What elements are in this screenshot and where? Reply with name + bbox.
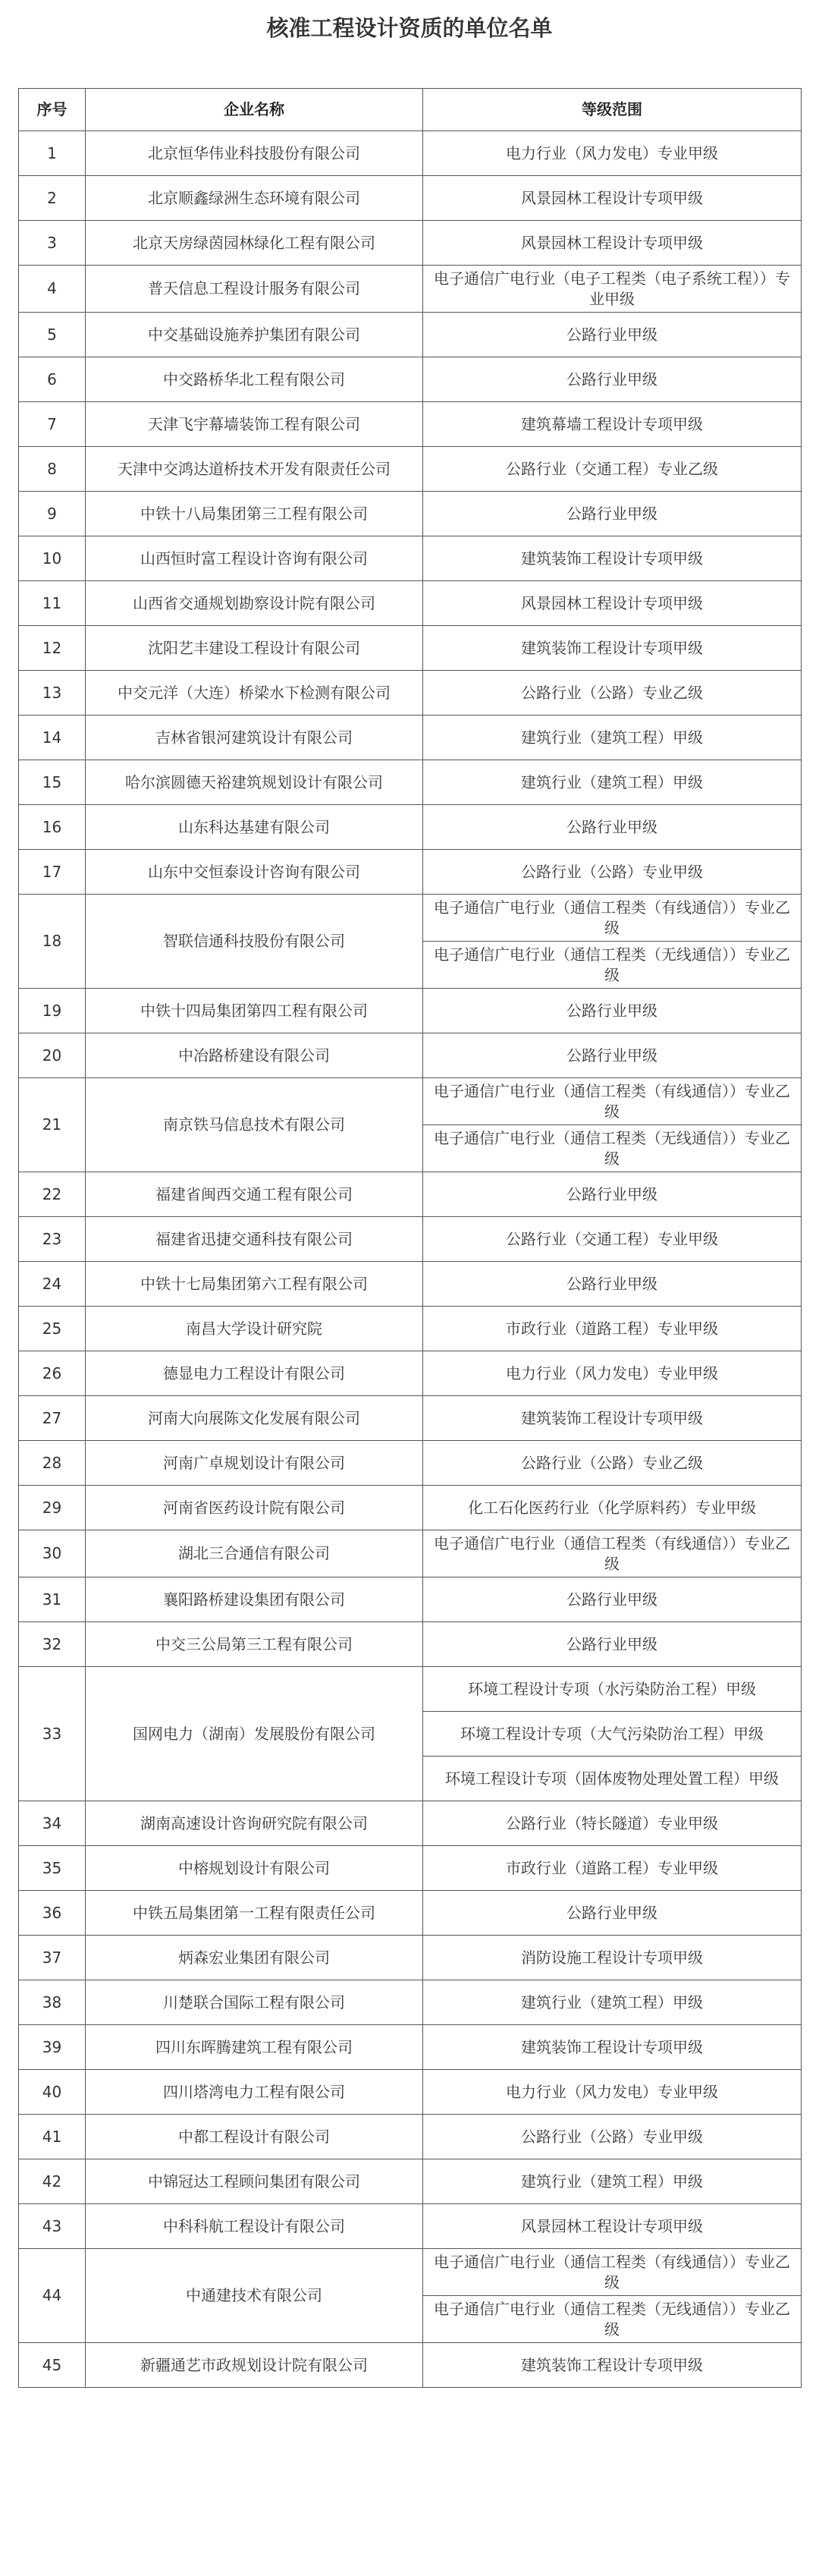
row-index: 21 <box>19 1078 86 1172</box>
row-index: 8 <box>19 447 86 492</box>
table-row <box>19 671 802 716</box>
qualification-level: 电子通信广电行业（通信工程类（有线通信））专业乙级 <box>423 895 802 942</box>
company-name: 川楚联合国际工程有限公司 <box>86 1980 423 2025</box>
row-index: 32 <box>19 1622 86 1667</box>
table-row <box>19 581 802 626</box>
qualification-level: 电子通信广电行业（通信工程类（有线通信））专业乙级 <box>423 1530 802 1577</box>
row-index: 35 <box>19 1846 86 1891</box>
qualification-level: 电力行业（风力发电）专业甲级 <box>423 2070 802 2115</box>
qualification-level: 建筑装饰工程设计专项甲级 <box>423 1396 802 1441</box>
table-row <box>19 1667 802 1712</box>
row-index: 31 <box>19 1577 86 1622</box>
row-index: 6 <box>19 357 86 402</box>
table-row <box>19 2070 802 2115</box>
qualification-level: 环境工程设计专项（固体废物处理处置工程）甲级 <box>423 1757 802 1801</box>
qualification-level: 市政行业（道路工程）专业甲级 <box>423 1846 802 1891</box>
table-row <box>19 536 802 581</box>
table-row <box>19 1396 802 1441</box>
company-name: 哈尔滨圆德天裕建筑规划设计有限公司 <box>86 760 423 805</box>
table-row <box>19 1307 802 1351</box>
row-index: 26 <box>19 1351 86 1396</box>
company-name: 中铁五局集团第一工程有限责任公司 <box>86 1891 423 1936</box>
qualification-level: 公路行业甲级 <box>423 1891 802 1936</box>
header-index: 序号 <box>19 89 86 131</box>
company-name: 中都工程设计有限公司 <box>86 2115 423 2159</box>
qualification-level: 建筑装饰工程设计专项甲级 <box>423 626 802 671</box>
table-row <box>19 2025 802 2070</box>
company-name: 北京顺鑫绿洲生态环境有限公司 <box>86 176 423 221</box>
qualification-level: 建筑行业（建筑工程）甲级 <box>423 760 802 805</box>
qualification-level: 公路行业甲级 <box>423 357 802 402</box>
company-name: 山西恒时富工程设计咨询有限公司 <box>86 536 423 581</box>
table-row <box>19 1801 802 1846</box>
company-name: 四川塔湾电力工程有限公司 <box>86 2070 423 2115</box>
row-index: 37 <box>19 1936 86 1980</box>
company-name: 吉林省银河建筑设计有限公司 <box>86 716 423 760</box>
table-row <box>19 1217 802 1262</box>
table-row <box>19 1033 802 1078</box>
table-row <box>19 1846 802 1891</box>
table-row <box>19 805 802 850</box>
row-index: 29 <box>19 1486 86 1530</box>
company-name: 新疆通艺市政规划设计院有限公司 <box>86 2343 423 2388</box>
qualification-level: 公路行业甲级 <box>423 1033 802 1078</box>
qualification-level: 公路行业甲级 <box>423 1172 802 1217</box>
qualification-level: 公路行业甲级 <box>423 805 802 850</box>
company-name: 中交元洋（大连）桥梁水下检测有限公司 <box>86 671 423 716</box>
qualification-level: 公路行业甲级 <box>423 1577 802 1622</box>
table-row <box>19 1530 802 1577</box>
qualification-level: 市政行业（道路工程）专业甲级 <box>423 1307 802 1351</box>
table-row <box>19 447 802 492</box>
qualification-level: 公路行业（公路）专业甲级 <box>423 2115 802 2159</box>
qualification-level: 公路行业甲级 <box>423 1262 802 1307</box>
table-row <box>19 2115 802 2159</box>
company-name: 国网电力（湖南）发展股份有限公司 <box>86 1667 423 1801</box>
row-index: 45 <box>19 2343 86 2388</box>
table-row <box>19 402 802 447</box>
qualification-level: 建筑装饰工程设计专项甲级 <box>423 536 802 581</box>
row-index: 1 <box>19 131 86 176</box>
qualification-level: 电子通信广电行业（电子工程类（电子系统工程））专业甲级 <box>423 266 802 313</box>
table-row <box>19 492 802 536</box>
company-name: 中交基础设施养护集团有限公司 <box>86 313 423 357</box>
qualification-level: 公路行业（交通工程）专业甲级 <box>423 1217 802 1262</box>
row-index: 41 <box>19 2115 86 2159</box>
table-row <box>19 1351 802 1396</box>
row-index: 20 <box>19 1033 86 1078</box>
qualification-level: 电力行业（风力发电）专业甲级 <box>423 131 802 176</box>
table-row <box>19 989 802 1033</box>
table-row <box>19 1078 802 1125</box>
row-index: 3 <box>19 221 86 266</box>
qualification-level: 风景园林工程设计专项甲级 <box>423 581 802 626</box>
qualification-level: 建筑行业（建筑工程）甲级 <box>423 1980 802 2025</box>
company-name: 中铁十七局集团第六工程有限公司 <box>86 1262 423 1307</box>
header-scope: 等级范围 <box>423 89 802 131</box>
company-name: 天津飞宇幕墙装饰工程有限公司 <box>86 402 423 447</box>
qualification-level: 电子通信广电行业（通信工程类（无线通信））专业乙级 <box>423 942 802 989</box>
company-name: 山东科达基建有限公司 <box>86 805 423 850</box>
row-index: 12 <box>19 626 86 671</box>
table-row <box>19 1172 802 1217</box>
company-name: 天津中交鸿达道桥技术开发有限责任公司 <box>86 447 423 492</box>
table-row <box>19 357 802 402</box>
row-index: 23 <box>19 1217 86 1262</box>
qualification-level: 风景园林工程设计专项甲级 <box>423 176 802 221</box>
header-company: 企业名称 <box>86 89 423 131</box>
row-index: 34 <box>19 1801 86 1846</box>
qualification-level: 公路行业甲级 <box>423 1622 802 1667</box>
table-row <box>19 2204 802 2249</box>
table-row <box>19 626 802 671</box>
table-row <box>19 760 802 805</box>
company-name: 中铁十四局集团第四工程有限公司 <box>86 989 423 1033</box>
company-name: 炳森宏业集团有限公司 <box>86 1936 423 1980</box>
table-row <box>19 313 802 357</box>
table-row <box>19 176 802 221</box>
qualification-level: 公路行业（公路）专业乙级 <box>423 1441 802 1486</box>
company-name: 北京恒华伟业科技股份有限公司 <box>86 131 423 176</box>
qualification-table <box>18 88 802 2388</box>
row-index: 16 <box>19 805 86 850</box>
table-row <box>19 1577 802 1622</box>
table-row <box>19 2159 802 2204</box>
company-name: 四川东晖腾建筑工程有限公司 <box>86 2025 423 2070</box>
table-row <box>19 1936 802 1980</box>
company-name: 湖南高速设计咨询研究院有限公司 <box>86 1801 423 1846</box>
table-row <box>19 895 802 942</box>
table-row <box>19 131 802 176</box>
row-index: 42 <box>19 2159 86 2204</box>
row-index: 40 <box>19 2070 86 2115</box>
row-index: 4 <box>19 266 86 313</box>
company-name: 中冶路桥建设有限公司 <box>86 1033 423 1078</box>
row-index: 14 <box>19 716 86 760</box>
qualification-level: 公路行业（公路）专业甲级 <box>423 850 802 895</box>
company-name: 山东中交恒泰设计咨询有限公司 <box>86 850 423 895</box>
row-index: 2 <box>19 176 86 221</box>
row-index: 44 <box>19 2249 86 2343</box>
qualification-level: 公路行业（公路）专业乙级 <box>423 671 802 716</box>
table-row <box>19 1441 802 1486</box>
row-index: 33 <box>19 1667 86 1801</box>
company-name: 南昌大学设计研究院 <box>86 1307 423 1351</box>
table-row <box>19 266 802 313</box>
company-name: 北京天房绿茵园林绿化工程有限公司 <box>86 221 423 266</box>
qualification-level: 电力行业（风力发电）专业甲级 <box>423 1351 802 1396</box>
qualification-level: 环境工程设计专项（水污染防治工程）甲级 <box>423 1667 802 1712</box>
qualification-level: 电子通信广电行业（通信工程类（无线通信））专业乙级 <box>423 1125 802 1172</box>
table-header-row <box>19 89 802 131</box>
row-index: 36 <box>19 1891 86 1936</box>
company-name: 山西省交通规划勘察设计院有限公司 <box>86 581 423 626</box>
row-index: 38 <box>19 1980 86 2025</box>
company-name: 智联信通科技股份有限公司 <box>86 895 423 989</box>
table-body <box>19 131 802 2388</box>
table-row <box>19 850 802 895</box>
company-name: 普天信息工程设计服务有限公司 <box>86 266 423 313</box>
row-index: 15 <box>19 760 86 805</box>
row-index: 13 <box>19 671 86 716</box>
row-index: 22 <box>19 1172 86 1217</box>
qualification-level: 建筑行业（建筑工程）甲级 <box>423 2159 802 2204</box>
company-name: 中通建技术有限公司 <box>86 2249 423 2343</box>
company-name: 中交路桥华北工程有限公司 <box>86 357 423 402</box>
table-row <box>19 2343 802 2388</box>
row-index: 25 <box>19 1307 86 1351</box>
row-index: 28 <box>19 1441 86 1486</box>
row-index: 7 <box>19 402 86 447</box>
row-index: 24 <box>19 1262 86 1307</box>
company-name: 中科科航工程设计有限公司 <box>86 2204 423 2249</box>
row-index: 5 <box>19 313 86 357</box>
row-index: 17 <box>19 850 86 895</box>
company-name: 河南大向展陈文化发展有限公司 <box>86 1396 423 1441</box>
qualification-level: 公路行业甲级 <box>423 492 802 536</box>
company-name: 沈阳艺丰建设工程设计有限公司 <box>86 626 423 671</box>
table-row <box>19 716 802 760</box>
qualification-level: 电子通信广电行业（通信工程类（有线通信））专业乙级 <box>423 2249 802 2296</box>
company-name: 湖北三合通信有限公司 <box>86 1530 423 1577</box>
row-index: 39 <box>19 2025 86 2070</box>
qualification-level: 建筑装饰工程设计专项甲级 <box>423 2025 802 2070</box>
company-name: 德显电力工程设计有限公司 <box>86 1351 423 1396</box>
company-name: 河南广卓规划设计有限公司 <box>86 1441 423 1486</box>
qualification-level: 消防设施工程设计专项甲级 <box>423 1936 802 1980</box>
company-name: 中铁十八局集团第三工程有限公司 <box>86 492 423 536</box>
row-index: 10 <box>19 536 86 581</box>
company-name: 中锦冠达工程顾问集团有限公司 <box>86 2159 423 2204</box>
table-row <box>19 1262 802 1307</box>
table-row <box>19 1622 802 1667</box>
company-name: 中榕规划设计有限公司 <box>86 1846 423 1891</box>
table-row <box>19 1486 802 1530</box>
qualification-level: 电子通信广电行业（通信工程类（无线通信））专业乙级 <box>423 2296 802 2343</box>
row-index: 9 <box>19 492 86 536</box>
company-name: 襄阳路桥建设集团有限公司 <box>86 1577 423 1622</box>
qualification-level: 建筑幕墙工程设计专项甲级 <box>423 402 802 447</box>
table-row <box>19 221 802 266</box>
qualification-level: 公路行业甲级 <box>423 313 802 357</box>
qualification-level: 风景园林工程设计专项甲级 <box>423 221 802 266</box>
row-index: 27 <box>19 1396 86 1441</box>
company-name: 河南省医药设计院有限公司 <box>86 1486 423 1530</box>
row-index: 30 <box>19 1530 86 1577</box>
qualification-level: 环境工程设计专项（大气污染防治工程）甲级 <box>423 1712 802 1757</box>
row-index: 43 <box>19 2204 86 2249</box>
company-name: 福建省闽西交通工程有限公司 <box>86 1172 423 1217</box>
qualification-level: 公路行业（交通工程）专业乙级 <box>423 447 802 492</box>
row-index: 19 <box>19 989 86 1033</box>
qualification-level: 化工石化医药行业（化学原料药）专业甲级 <box>423 1486 802 1530</box>
page-title: 核准工程设计资质的单位名单 <box>266 15 553 41</box>
company-name: 中交三公局第三工程有限公司 <box>86 1622 423 1667</box>
qualification-level: 电子通信广电行业（通信工程类（有线通信））专业乙级 <box>423 1078 802 1125</box>
row-index: 11 <box>19 581 86 626</box>
row-index: 18 <box>19 895 86 989</box>
qualification-level: 风景园林工程设计专项甲级 <box>423 2204 802 2249</box>
qualification-level: 公路行业甲级 <box>423 989 802 1033</box>
table-row <box>19 1980 802 2025</box>
table-row <box>19 2249 802 2296</box>
qualification-level: 公路行业（特长隧道）专业甲级 <box>423 1801 802 1846</box>
qualification-level: 建筑行业（建筑工程）甲级 <box>423 716 802 760</box>
qualification-level: 建筑装饰工程设计专项甲级 <box>423 2343 802 2388</box>
company-name: 福建省迅捷交通科技有限公司 <box>86 1217 423 1262</box>
table-row <box>19 1891 802 1936</box>
company-name: 南京铁马信息技术有限公司 <box>86 1078 423 1172</box>
